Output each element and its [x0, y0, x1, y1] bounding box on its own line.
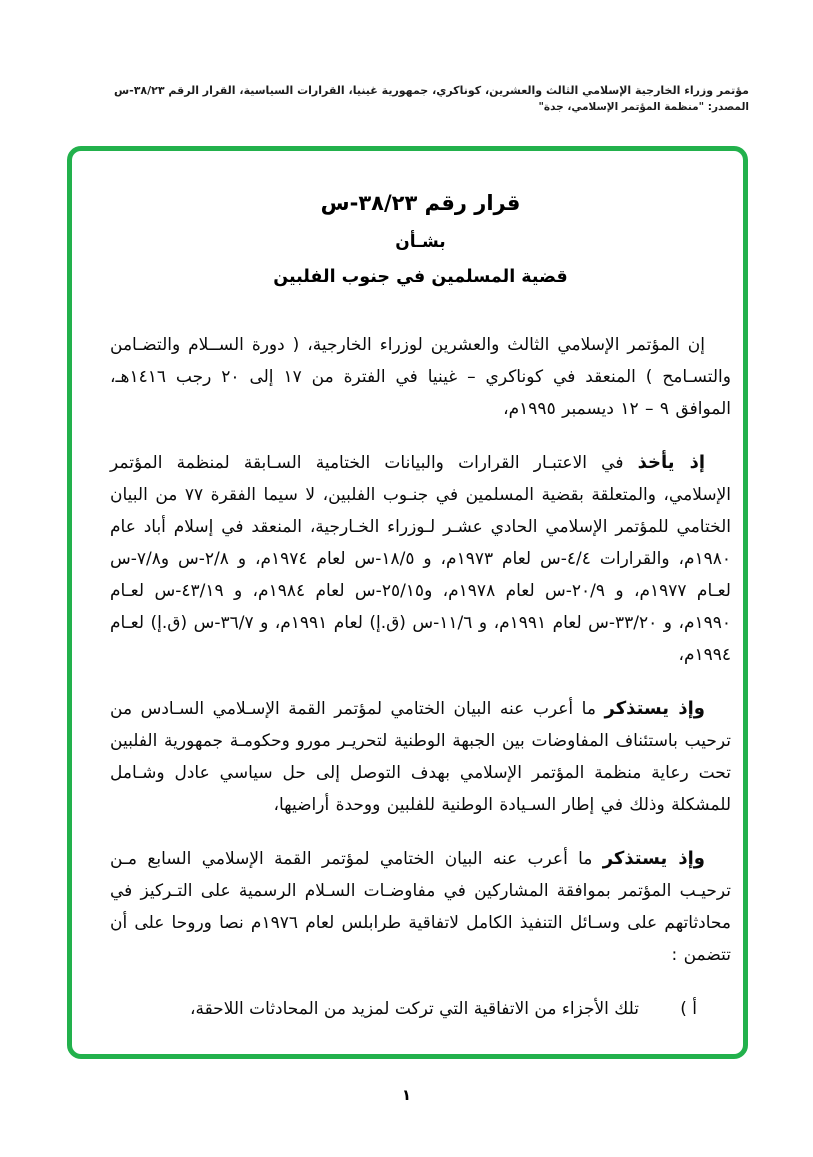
resolution-number-title: قرار رقم ٣٨/٢٣-س — [320, 191, 521, 215]
list-item-a-marker: أ ) — [680, 999, 697, 1019]
resolution-subtitle: بشـأن — [395, 232, 446, 252]
recalling-2-body: ما أعرب عنه البيان الختامي لمؤتمر القمة الإسلامي السابع مـن ترحيـب المؤتمر بموافقة المشاركين في مفاوضـات السـلام الرسمية على التـركيز في محادثاتهم على وسـائل التنفيذ الكامل لاتفاقية طرابلس لعام ١٩٧٦م نصا وروحا على أن تتضمن : — [110, 849, 732, 965]
considering-lead: إذ يأخذ — [637, 452, 705, 473]
recalling-1-lead: وإذ يستذكر — [604, 698, 705, 719]
recalling-1-body: ما أعرب عنه البيان الختامي لمؤتمر القمة الإسـلامي السـادس من ترحيب باستئناف المفاوضات بين الجبهة الوطنية لتحريـر مورو وحكومـة جمهورية الفلبين تحت رعاية منظمة المؤتمر الإسلامي بهدف التوصل إلى حل سياسي عادل وشـامل للمشكلة وذلك في إطار السـيادة الوطنية للفلبين ووحدة أراضيها، — [110, 699, 731, 815]
header-source-line: المصدر: "منظمة المؤتمر الإسلامي، جدة" — [538, 101, 749, 113]
recalling-paragraph-1 — [110, 693, 731, 821]
list-item-a-text: تلك الأجزاء من الاتفاقية التي تركت لمزيد من المحادثات اللاحقة، — [189, 999, 639, 1019]
header-citation-line: مؤتمر وزراء الخارجية الإسلامي الثالث والعشرين، كوناكري، جمهورية غينيا، القرارات السياسية، القرار الرقم ٣٨/٢٣-س — [113, 84, 749, 97]
page-number: ١ — [401, 1086, 412, 1104]
document-header — [87, 82, 749, 116]
list-item-a — [110, 993, 731, 1025]
resolution-subject-title: قضية المسلمين في جنوب الفلبين — [273, 267, 568, 287]
considering-body: في الاعتبـار القرارات والبيانات الختامية السـابقة لمنظمة المؤتمر الإسلامي، والمتعلقة بقضية المسلمين في جنـوب الفلبين، لا سيما الفقرة ٧٧ من البيان الختامي للمؤتمر الإسلامي الحادي عشـر لـوزراء الخـارجية، المنعقد في إسلام أباد عام ١٩٨٠م، والقرارات ٤/٤-س لعام ١٩٧٣م، و ١٨/٥-س لعام ١٩٧٤م، و ٢/٨-س و٧/٨-س لعـام ١٩٧٧م، و ٢٠/٩-س لعام ١٩٧٨م، و٢٥/١٥-س لعام ١٩٨٤م، و ٤٣/١٩-س لعـام ١٩٩٠م، و ٣٣/٢٠-س لعام ١٩٩١م، و ١١/٦-س (ق.إ) لعام ١٩٩١م، و ٣٦/٧-س (ق.إ) لعـام ١٩٩٤م، — [110, 453, 732, 665]
preamble-body: إن المؤتمر الإسلامي الثالث والعشرين لوزراء الخارجية، ( دورة الســلام والتضـامن والتسـامح ) المنعقد في كوناكري – غينيا في الفترة من ١٧ إلى ٢٠ رجب ١٤١٦هـ، الموافق ٩ – ١٢ ديسمبر ١٩٩٥م، — [110, 335, 731, 419]
considering-paragraph — [110, 447, 731, 671]
resolution-frame — [67, 146, 748, 1059]
preamble-paragraph — [110, 329, 731, 425]
recalling-2-lead: وإذ يستذكر — [602, 848, 705, 869]
resolution-title-block — [110, 191, 731, 287]
recalling-paragraph-2 — [110, 843, 731, 971]
